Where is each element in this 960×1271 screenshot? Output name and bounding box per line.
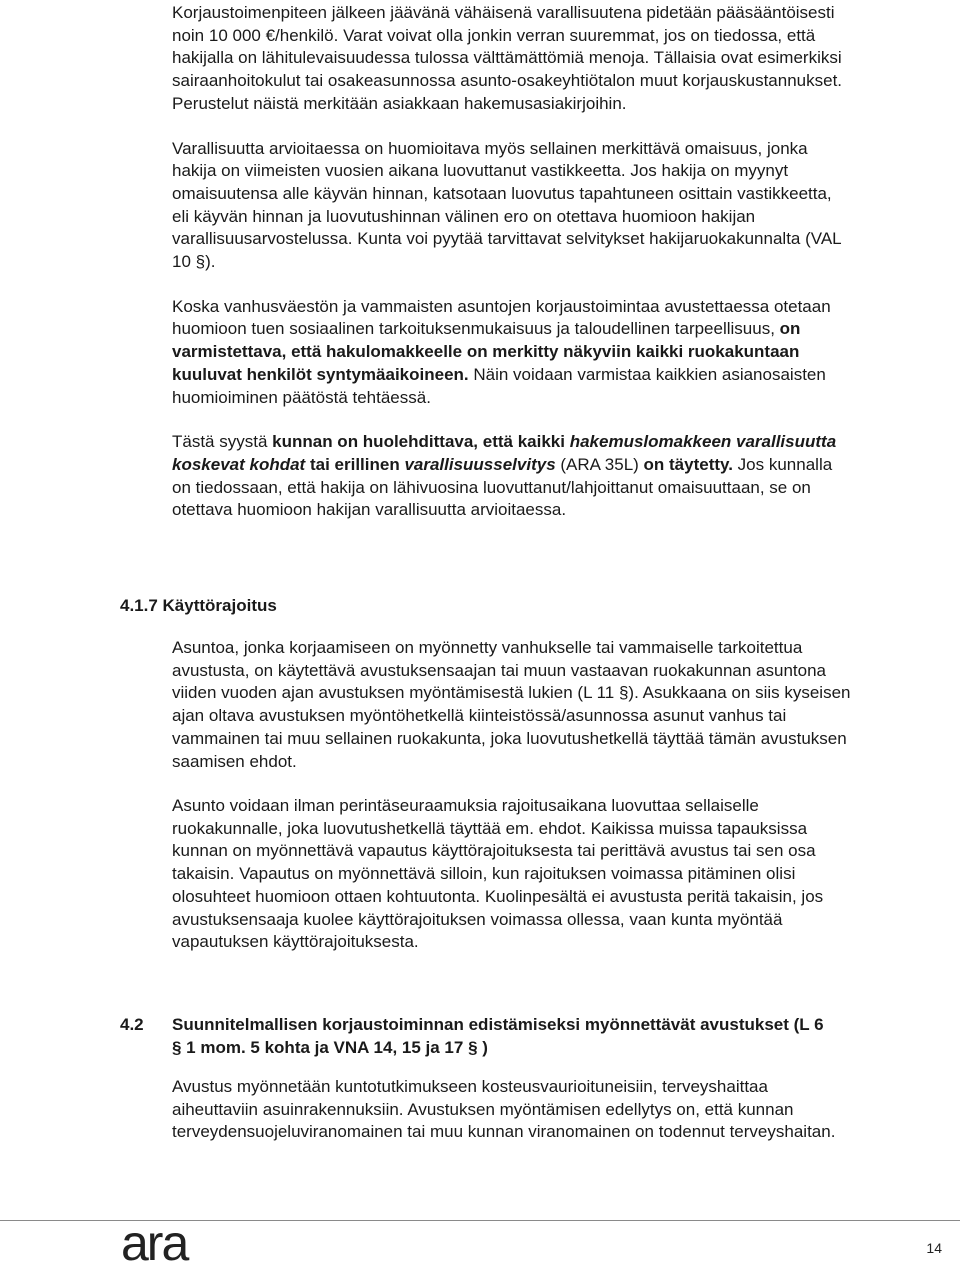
section-title: Suunnitelmallisen korjaustoiminnan edistämiseksi myönnettävät avustukset (L 6 § 1 mom. 5 kohta ja VNA 14, 15 ja 17 § ) [172,1015,824,1057]
paragraph-vastikkeeton-luovutus: Varallisuutta arvioitaessa on huomioitava myös sellainen merkittävä omaisuus, jonka hakija on viimeisten vuosien aikana luovuttanut vastikkeetta. Jos hakija on myynyt omaisuutensa alle käyvän hinnan, katsotaan luovutus tapahtuneen osittain vastikkeetta, eli käyvän hinnan ja luovutushinnan välinen ero on otettava huomioon hakijan varallisuusarvostelussa. Kunta voi pyytää tarvittavat selvitykset hakijaruokakunnalta (VAL 10 §). [172,138,841,272]
bold-span: tai erillinen [305,454,405,474]
bold-span: kunnan on huolehdittava, että kaikki [272,432,570,452]
text-span: Jos kunnalla on tiedossaan, että hakija on lähivuosina luovuttanut/lahjoittanut omaisuuttaan, se on otettava huomioon hakijan varallisuutta arvioitaessa. [172,454,833,520]
ara-logo: ara [121,1215,188,1271]
bold-italic-span: varallisuusselvitys [404,454,556,474]
text-span: Tästä syystä [172,432,273,452]
paragraph-ruokakunta-merkinta [172,296,852,410]
text-span: Koska vanhusväestön ja vammaisten asuntojen korjaustoimintaa avustettaessa otetaan huomioon tuen sosiaalinen tarkoituksenmukaisuus ja taloudellinen tarpeellisuus, [172,296,831,339]
section-heading-kayttorajoitus: 4.1.7 Käyttörajoitus [120,596,277,615]
text-span: (ARA 35L) [555,454,644,474]
page-number: 14 [926,1240,942,1256]
bold-italic-span: hakemuslomakkeen varallisuutta koskevat kohdat [172,432,837,474]
paragraph-kayttorajoitus: Asuntoa, jonka korjaamiseen on myönnetty vanhukselle tai vammaiselle tarkoitettua avustusta, on käytettävä avustuksensaajan tai muun vastaavan ruokakunnan asuntona viiden vuoden ajan avustuksen myöntämisestä lukien (L 11 §). Asukkaana on siis kyseisen ajan oltava avustuksen myöntöhetkellä kiinteistössä/asunnossa asunut vanhus tai vammainen tai muu sellainen ruokakunta, joka luovutushetkellä täyttää tämän avustuksen saamisen ehdot. [172,638,851,771]
text-span: Näin voidaan varmistaa kaikkien asianosaisten huomioiminen päätöstä tehtäessä. [172,364,826,407]
paragraph-hakemuslomake [172,431,852,522]
bold-span: on täytetty. [643,454,733,474]
paragraph-kuntotutkimus: Avustus myönnetään kuntotutkimukseen kosteusvaurioituneisiin, terveyshaittaa aiheuttaviin asuinrakennuksiin. Avustuksen myöntämisen edellytys on, että kunnan terveydensuojeluviranomainen tai muu kunnan viranomainen on todennut terveyshaitan. [172,1077,836,1142]
paragraph-varallisuus-raja: Korjaustoimenpiteen jälkeen jäävänä vähäisenä varallisuutena pidetään pääsääntöisesti noin 10 000 €/henkilö. Varat voivat olla jonkin verran suuremmat, jos on tiedossa, että hakijalla on lähitulevaisuudessa tulossa välttämättömiä menoja. Tällaisia ovat esimerkiksi sairaanhoitokulut tai osakeasunnossa asunto-osakeyhtiötalon muut korjauskustannukset. Perustelut näistä merkitään asiakkaan hakemusasiakirjoihin. [172,3,843,113]
body-text-top [172,2,852,522]
bold-span: on varmistettava, että hakulomakkeelle on merkitty näkyviin kaikki ruokakuntaan kuuluvat henkilöt syntymäaikoineen. [172,319,801,384]
section-number: 4.2 [120,1015,144,1034]
paragraph-perintaseuraamus: Asunto voidaan ilman perintäseuraamuksia rajoitusaikana luovuttaa sellaiselle ruokakunnalle, joka luovutushetkellä täyttää em. ehdot. Kaikissa muissa tapauksissa kunnan on myönnettävä vapautus käyttörajoituksesta tai perittävä avustus tai sen osa takaisin. Vapautus on myönnettävä silloin, kun rajoituksen voimassa pitäminen olisi olosuhteet huomioon ottaen kohtuutonta. Kuolinpesältä ei avustusta peritä takaisin, jos avustuksensaaja kuolee käyttörajoituksen voimassa ollessa, vaan kunta myöntää vapautuksen käyttörajoituksesta. [172,796,824,952]
